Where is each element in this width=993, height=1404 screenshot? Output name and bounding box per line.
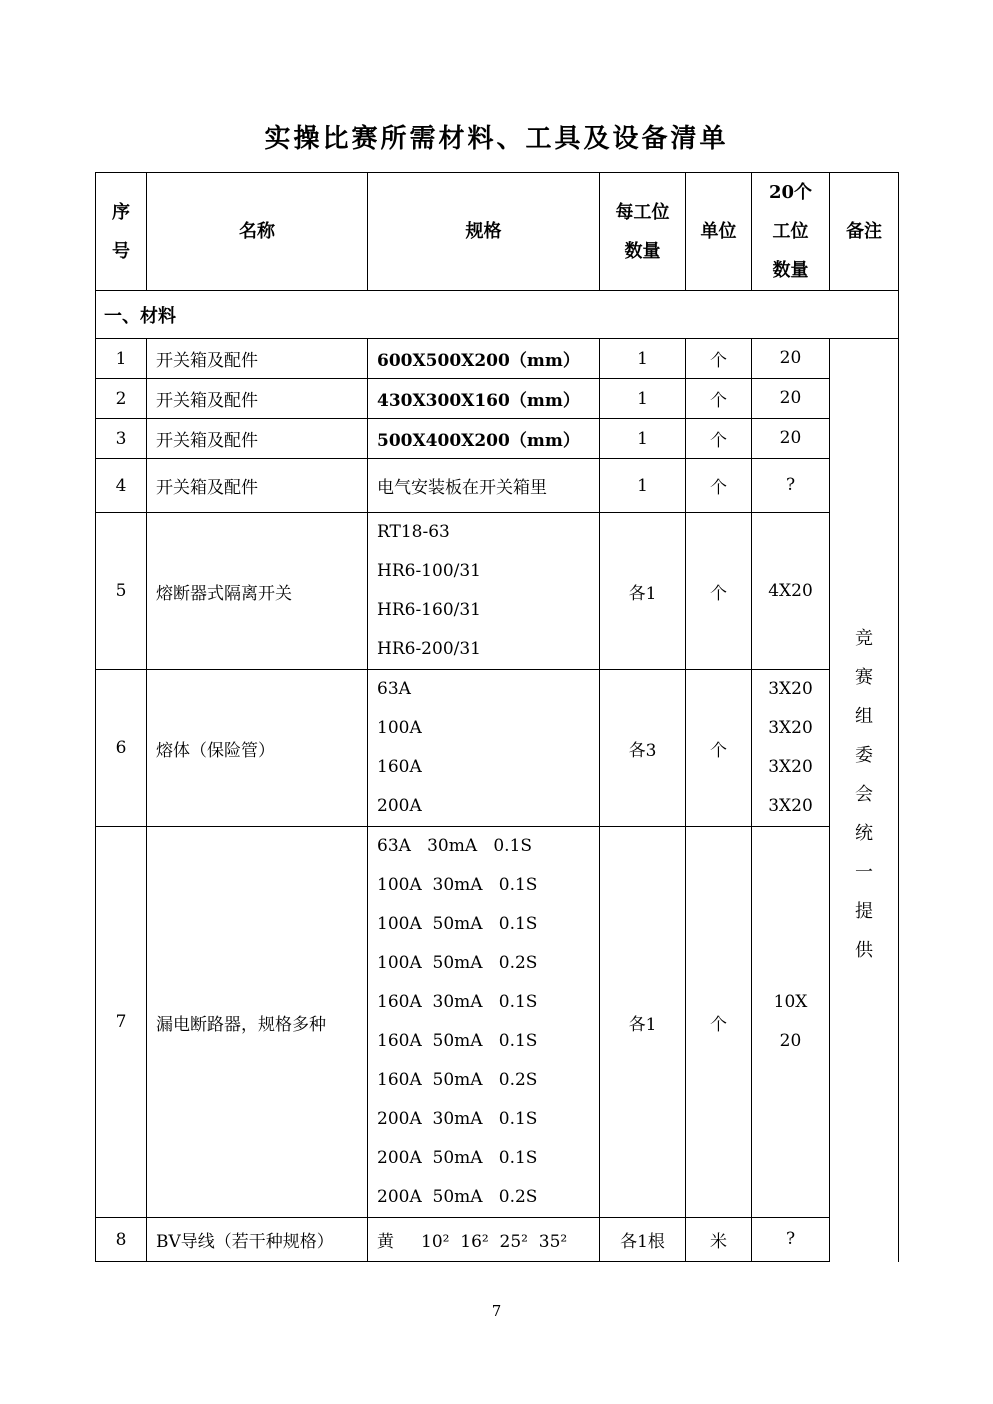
cell-per-station: 1 <box>600 379 686 419</box>
table-row <box>96 379 899 419</box>
table-row <box>96 1218 899 1262</box>
cell-per-station: 1 <box>600 339 686 379</box>
cell-unit: 个 <box>686 459 752 513</box>
cell-per-station: 各1根 <box>600 1218 686 1262</box>
header-spec: 规格 <box>368 173 600 291</box>
table-row <box>96 670 899 827</box>
materials-table <box>95 172 899 1262</box>
cell-spec: 430X300X160（mm） <box>368 379 600 419</box>
spec-line: 100A <box>377 718 422 738</box>
cell-name: 熔断器式隔离开关 <box>147 513 368 670</box>
cell-seq: 5 <box>96 513 147 670</box>
table-row <box>96 419 899 459</box>
cell-name: BV导线（若干种规格） <box>147 1218 368 1262</box>
header-row <box>96 173 899 291</box>
cell-per-station: 1 <box>600 459 686 513</box>
cell-total: 20 <box>752 419 830 459</box>
cell-total: 20 <box>752 379 830 419</box>
cell-spec: 黄 10² 16² 25² 35² <box>368 1218 600 1262</box>
cell-name: 漏电断路器，规格多种 <box>147 827 368 1218</box>
cell-name: 开关箱及配件 <box>147 339 368 379</box>
cell-remark: 竞 赛 组 委 会 统 一 提 供 <box>830 339 899 1262</box>
cell-per-station: 各3 <box>600 670 686 827</box>
cell-seq: 3 <box>96 419 147 459</box>
spec-line: 200A 50mA 0.1S <box>377 1148 538 1168</box>
cell-seq: 4 <box>96 459 147 513</box>
spec-line: HR6-200/31 <box>377 639 481 659</box>
table-row <box>96 339 899 379</box>
cell-total: 4X20 <box>752 513 830 670</box>
cell-seq: 1 <box>96 339 147 379</box>
cell-per-station: 各1 <box>600 513 686 670</box>
cell-unit: 个 <box>686 670 752 827</box>
spec-line: 160A <box>377 757 422 777</box>
cell-spec <box>368 827 600 1218</box>
header-per-station: 每工位 数量 <box>600 173 686 291</box>
spec-line: HR6-100/31 <box>377 561 481 581</box>
cell-spec: 600X500X200（mm） <box>368 339 600 379</box>
header-unit: 单位 <box>686 173 752 291</box>
table-row <box>96 459 899 513</box>
section-heading: 一、材料 <box>96 291 899 339</box>
spec-line: 100A 50mA 0.1S <box>377 914 538 934</box>
cell-seq: 6 <box>96 670 147 827</box>
spec-line: 200A 50mA 0.2S <box>377 1187 538 1207</box>
spec-line: 160A 50mA 0.1S <box>377 1031 538 1051</box>
cell-unit: 个 <box>686 339 752 379</box>
header-total: 20个 工位 数量 <box>752 173 830 291</box>
spec-line: 200A <box>377 796 422 816</box>
header-remark: 备注 <box>830 173 899 291</box>
spec-line: 160A 30mA 0.1S <box>377 992 538 1012</box>
spec-line: 100A 50mA 0.2S <box>377 953 538 973</box>
cell-name: 开关箱及配件 <box>147 459 368 513</box>
cell-per-station: 1 <box>600 419 686 459</box>
cell-unit: 个 <box>686 379 752 419</box>
cell-unit: 个 <box>686 419 752 459</box>
cell-total: ? <box>752 459 830 513</box>
table-row <box>96 827 899 1218</box>
cell-spec: 500X400X200（mm） <box>368 419 600 459</box>
cell-total: 10X 20 <box>752 827 830 1218</box>
spec-line: 100A 30mA 0.1S <box>377 875 538 895</box>
cell-unit: 米 <box>686 1218 752 1262</box>
cell-unit: 个 <box>686 827 752 1218</box>
header-seq: 序 号 <box>96 173 147 291</box>
cell-seq: 2 <box>96 379 147 419</box>
spec-line: 160A 50mA 0.2S <box>377 1070 538 1090</box>
spec-line: RT18-63 <box>377 522 450 542</box>
cell-spec: 电气安装板在开关箱里 <box>368 459 600 513</box>
cell-total: 20 <box>752 339 830 379</box>
cell-name: 开关箱及配件 <box>147 379 368 419</box>
cell-unit: 个 <box>686 513 752 670</box>
header-name: 名称 <box>147 173 368 291</box>
cell-total: 3X20 3X20 3X20 3X20 <box>752 670 830 827</box>
spec-line: HR6-160/31 <box>377 600 481 620</box>
spec-line: 63A <box>377 679 411 699</box>
page-number: 7 <box>491 1302 502 1320</box>
spec-line: 200A 30mA 0.1S <box>377 1109 538 1129</box>
cell-spec <box>368 513 600 670</box>
cell-name: 开关箱及配件 <box>147 419 368 459</box>
spec-line: 63A 30mA 0.1S <box>377 836 533 856</box>
cell-seq: 8 <box>96 1218 147 1262</box>
page-title: 实操比赛所需材料、工具及设备清单 <box>264 124 729 154</box>
cell-seq: 7 <box>96 827 147 1218</box>
cell-name: 熔体（保险管） <box>147 670 368 827</box>
table-row <box>96 513 899 670</box>
cell-spec <box>368 670 600 827</box>
cell-total: ? <box>752 1218 830 1262</box>
cell-per-station: 各1 <box>600 827 686 1218</box>
